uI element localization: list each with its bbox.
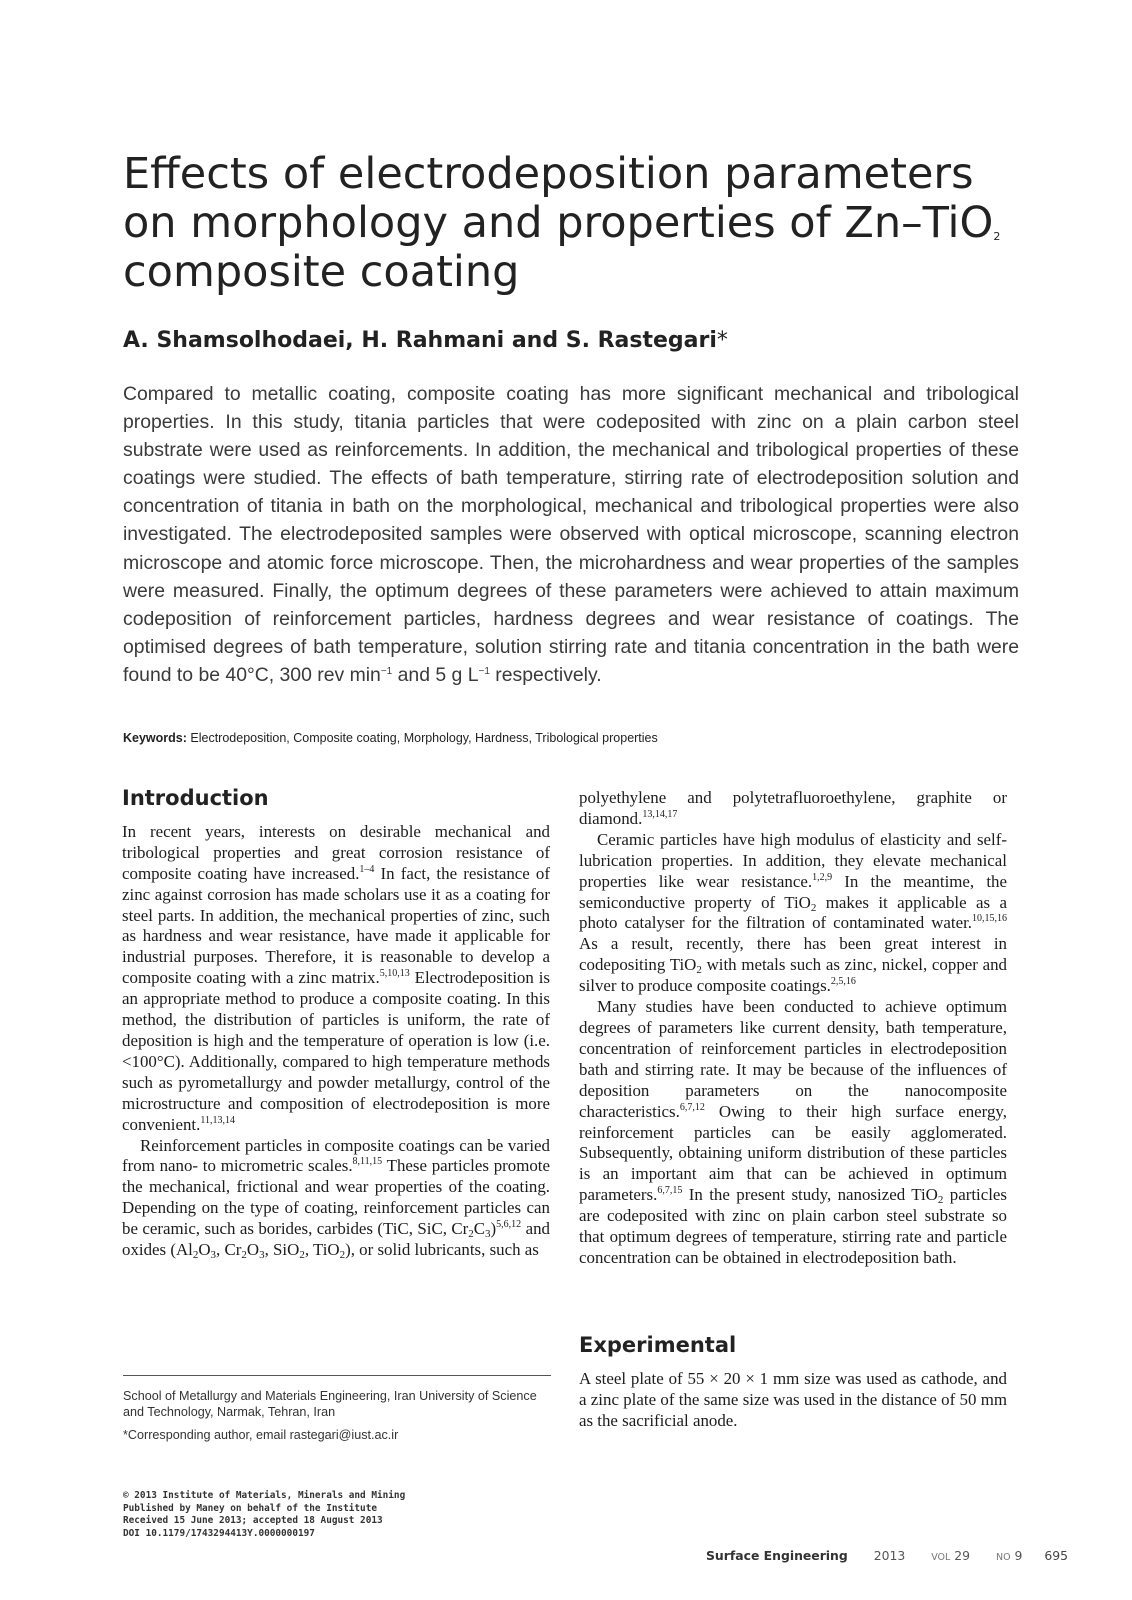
subscript: 3 xyxy=(210,1249,217,1262)
text: Owing to their high surface energy, reinforcement particles can be easily agglomerated. Subsequently, obtaining uniform distribution of these particles is an important aim that can be achieved in optimum parameters. xyxy=(579,1101,1007,1205)
subscript: 2 xyxy=(937,1194,944,1207)
author-affiliation: School of Metallurgy and Materials Engineering, Iran University of Science and Technology, Narmak, Tehran, Iran xyxy=(123,1389,537,1419)
subscript: 2 xyxy=(339,1249,346,1262)
volume-label: VOL xyxy=(931,1552,951,1563)
text: particles are codeposited with zinc on plain carbon steel substrate so that optimum degrees of temperature, stirring rate and particle concentration can be obtained in electrodeposition bath. xyxy=(579,1185,1008,1267)
abstract-text-mid: and 5 g L xyxy=(392,663,479,686)
subscript: 2 xyxy=(299,1249,305,1262)
doi-line: DOI 10.1179/1743294413Y.0000000197 xyxy=(123,1527,315,1539)
text: , TiO xyxy=(304,1240,340,1260)
citation: 5,6,12 xyxy=(496,1219,522,1231)
journal-name: Surface Engineering xyxy=(706,1548,848,1563)
text: These particles promote the mechanical, frictional and wear properties of the coating. Depending on the type of coating, reinforcement particles can be ceramic, such as borides, carbides (TiC, SiC, Cr xyxy=(122,1156,550,1239)
subscript: 2 xyxy=(192,1249,199,1262)
citation: 10,15,16 xyxy=(972,913,1007,925)
keywords xyxy=(123,731,658,745)
intro-paragraph-1 xyxy=(122,822,550,1136)
publisher-line: Published by Maney on behalf of the Institute xyxy=(123,1502,377,1514)
text: Many studies have been conducted to achieve optimum degrees of parameters like current density, bath temperature, concentration of reinforcement particles in electrodeposition bath and stirring rate. It may be because of the influences of deposition parameters on the nanocomposite characteristics. xyxy=(579,997,1007,1121)
article-title xyxy=(123,150,1003,297)
subscript: 3 xyxy=(259,1249,265,1262)
experimental-section xyxy=(579,1335,1007,1432)
author-list xyxy=(123,328,728,353)
right-paragraph-2 xyxy=(579,997,1007,1269)
citation: 1,2,9 xyxy=(812,871,833,883)
journal-year: 2013 xyxy=(873,1548,906,1563)
experimental-heading: Experimental xyxy=(579,1333,737,1357)
footnote-divider xyxy=(123,1375,551,1376)
dates-line: Received 15 June 2013; accepted 18 August 2013 xyxy=(123,1515,383,1526)
right-paragraph-continued xyxy=(579,788,1007,830)
abstract-text-end: respectively. xyxy=(489,663,602,686)
abstract-unit-exponent: −1 xyxy=(380,665,393,677)
abstract-unit-exponent: −1 xyxy=(478,665,490,677)
subscript: 2 xyxy=(810,901,817,914)
corresponding-author: *Corresponding author, email rastegari@iust.ac.ir xyxy=(123,1428,399,1442)
copyright-line: © 2013 Institute of Materials, Minerals and Mining xyxy=(123,1490,406,1501)
text: ), or solid lubricants, such as xyxy=(345,1240,539,1260)
title-text-end: composite coating xyxy=(123,247,520,297)
citation: 5,10,13 xyxy=(379,968,410,980)
text: Ceramic particles have high modulus of elasticity and self-lubrication properties. In addition, they elevate mechanical properties like wear resistance. xyxy=(579,829,1007,891)
citation: 13,14,17 xyxy=(642,808,678,820)
keywords-label: Keywords: xyxy=(123,731,187,745)
intro-paragraph-2 xyxy=(122,1136,550,1261)
text: In fact, the resistance of zinc against corrosion has made scholars use it as a coating for steel parts. In addition, the mechanical properties of zinc, such as hardness and wear resistance, have made it applicable for industrial purposes. Therefore, it is reasonable to develop a composite coating with a zinc matrix. xyxy=(122,863,550,988)
title-text: Effects of electrodeposition parameters on morphology and properties of Zn–TiO xyxy=(123,149,994,248)
citation: 6,7,15 xyxy=(657,1185,683,1197)
corresponding-mark: * xyxy=(716,328,728,353)
text: C xyxy=(473,1219,486,1239)
abstract-text: Compared to metallic coating, composite coating has more significant mechanical and tribological properties. In this study, titania particles that were codeposited with zinc on a plain carbon steel substrate were used as reinforcements. In addition, the mechanical and tribological properties of these coatings were studied. The effects of bath temperature, stirring rate of electrodeposition solution and concentration of titania in bath on the morphological, mechanical and tribological properties were also investigated. The electrodeposited samples were observed with optical microscope, scanning electron microscope and atomic force microscope. Then, the microhardness and wear properties of the samples were measured. Finally, the optimum degrees of these parameters were achieved to attain maximum codeposition of reinforcement particles, hardness degrees and wear resistance of coatings. The optimised degrees of bath temperature, solution stirring rate and titania concentration in the bath were found to be 40°C, 300 rev min xyxy=(123,383,1019,686)
text: ) xyxy=(490,1219,497,1239)
volume-number: 29 xyxy=(954,1548,971,1563)
text: , Cr xyxy=(216,1240,242,1260)
issue-number: 9 xyxy=(1014,1548,1023,1563)
subscript: 2 xyxy=(241,1249,247,1262)
abstract xyxy=(123,380,1019,689)
journal-footer xyxy=(706,1548,1076,1563)
introduction-heading: Introduction xyxy=(122,786,269,810)
title-subscript: 2 xyxy=(993,230,1001,243)
subscript: 3 xyxy=(485,1228,491,1241)
citation: 11,13,14 xyxy=(200,1114,235,1126)
text: In the present study, nanosized TiO xyxy=(682,1185,938,1205)
right-column xyxy=(579,788,1007,1269)
text: makes it applicable as a photo catalyser for the filtration of contaminated water. xyxy=(579,892,1007,933)
text: with metals such as zinc, nickel, copper and silver to produce composite coatings. xyxy=(579,955,1007,996)
citation: 2,5,16 xyxy=(830,976,856,988)
citation: 8,11,15 xyxy=(352,1156,383,1168)
author-names: A. Shamsolhodaei, H. Rahmani and S. Rastegari xyxy=(123,328,717,353)
text: , SiO xyxy=(264,1240,300,1260)
text: O xyxy=(198,1240,211,1260)
text: In recent years, interests on desirable mechanical and tribological properties and great corrosion resistance of composite coating have increased. xyxy=(122,821,550,883)
issue-label: NO xyxy=(996,1552,1011,1563)
publication-info xyxy=(123,1490,405,1540)
subscript: 2 xyxy=(696,964,702,977)
text: As a result, recently, there has been great interest in codepositing TiO xyxy=(579,934,1007,975)
text: polyethylene and polytetrafluoroethylene, graphite or diamond. xyxy=(579,788,1007,828)
text: and oxides (Al xyxy=(122,1219,550,1260)
experimental-paragraph-1: A steel plate of 55 × 20 × 1 mm size was used as cathode, and a zinc plate of the same size was used in the distance of 50 mm as the sacrificial anode. xyxy=(579,1368,1007,1430)
text: Reinforcement particles in composite coatings can be varied from nano- to micrometric scales. xyxy=(122,1135,550,1176)
right-paragraph-1 xyxy=(579,830,1007,997)
left-column xyxy=(122,788,550,1261)
text: Electrodeposition is an appropriate method to produce a composite coating. In this method, the distribution of particles is uniform, the rate of deposition is high and the temperature of operation is low (i.e. <100°C). Additionally, compared to high temperature methods such as pyrometallurgy and powder metallurgy, control of the microstructure and composition of electrodeposition is more convenient. xyxy=(122,968,550,1134)
keywords-text: Electrodeposition, Composite coating, Morphology, Hardness, Tribological properties xyxy=(190,731,658,745)
page-number: 695 xyxy=(1044,1548,1069,1563)
citation: 1–4 xyxy=(359,863,375,875)
subscript: 2 xyxy=(468,1228,474,1241)
citation: 6,7,12 xyxy=(679,1101,705,1113)
text: In the meantime, the semiconductive property of TiO xyxy=(579,871,1007,912)
text: O xyxy=(246,1240,260,1260)
